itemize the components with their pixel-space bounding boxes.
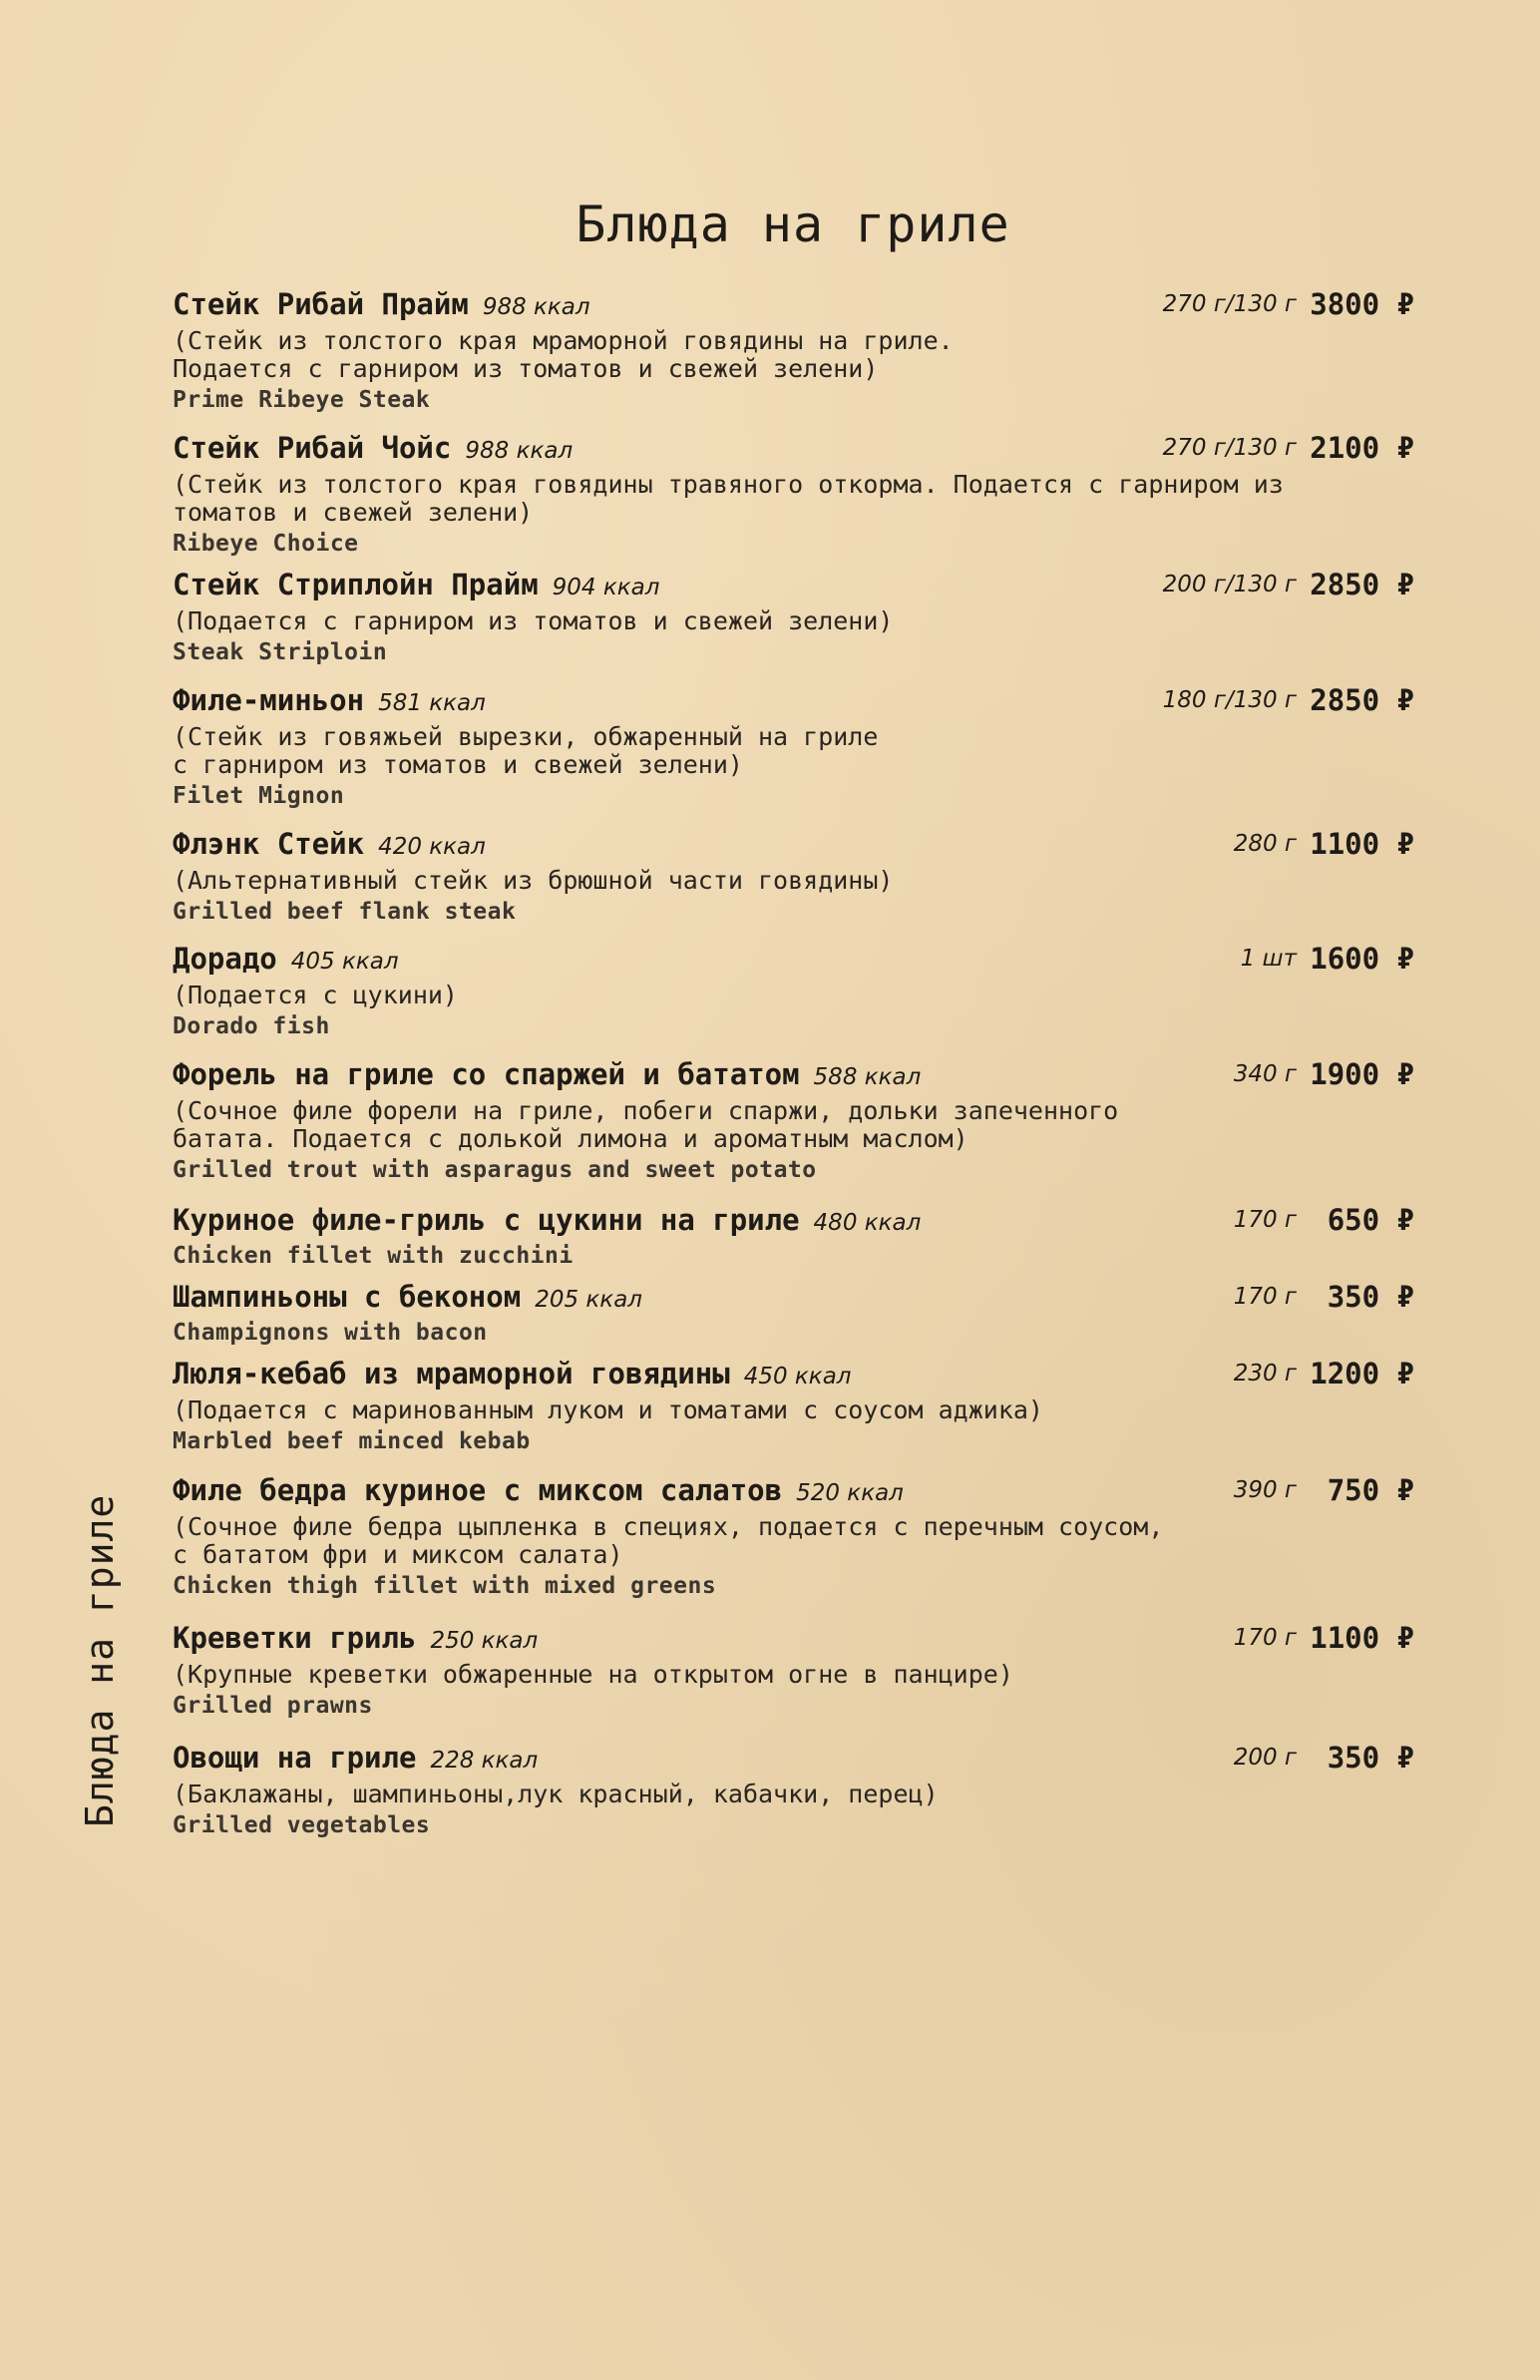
item-english-name: Grilled trout with asparagus and sweet potato [173,1157,817,1183]
item-name-wrap [173,1473,904,1507]
item-weight: 280 г [1233,831,1297,857]
menu-item [173,1057,1414,1183]
item-name: Стейк Рибай Прайм [173,287,469,321]
item-description: (Стейк из говяжьей вырезки, обжаренный на гриле с гарниром из томатов и свежей зелени) [173,722,879,779]
item-kcal: 205 ккал [535,1287,642,1313]
menu-item [173,1621,1414,1719]
item-kcal: 988 ккал [465,438,574,464]
item-price: 350 ₽ [1327,1280,1414,1314]
item-weight: 180 г/130 г [1162,687,1297,713]
item-english-name: Steak Striploin [173,639,388,665]
item-weight: 1 шт [1240,946,1297,972]
item-weight: 230 г [1233,1361,1297,1387]
item-name: Шампиньоны с беконом [173,1280,522,1314]
item-description: (Баклажаны, шампиньоны,лук красный, кабачки, перец) [173,1780,939,1808]
item-name: Люля-кебаб из мраморной говядины [173,1357,730,1390]
item-kcal: 420 ккал [378,834,486,860]
item-weight: 340 г [1233,1061,1297,1087]
item-english-name: Ribeye Choice [173,531,359,557]
item-kcal: 228 ккал [430,1748,539,1774]
item-price: 650 ₽ [1327,1203,1414,1237]
menu-item [173,1280,1414,1346]
item-price: 2100 ₽ [1310,431,1414,465]
item-description: (Сочное филе бедра цыпленка в специях, подается с перечным соусом, с бататом фри и миксом салата) [173,1512,1164,1569]
item-english-name: Marbled beef minced kebab [173,1428,531,1454]
item-english-name: Chicken fillet with zucchini [173,1243,574,1269]
item-price: 1600 ₽ [1310,942,1414,976]
item-price: 1200 ₽ [1310,1357,1414,1390]
item-name: Стейк Рибай Чойс [173,431,452,465]
item-name-wrap [173,827,486,861]
item-name-wrap [173,683,486,717]
item-description: (Подается с маринованным луком и томатами с соусом аджика) [173,1395,1043,1424]
item-english-name: Filet Mignon [173,783,345,809]
item-name-wrap [173,942,399,976]
item-description: (Крупные креветки обжаренные на открытом огне в панцире) [173,1660,1013,1689]
side-title: Блюда на гриле [78,1493,122,1827]
item-description: (Подается с цукини) [173,981,458,1009]
item-name-wrap [173,1280,642,1314]
item-name-wrap [173,568,659,601]
page-title: Блюда на гриле [576,196,1010,253]
item-kcal: 904 ккал [552,575,660,600]
item-name-wrap [173,1357,852,1390]
menu-item [173,942,1414,1039]
item-name: Креветки гриль [173,1621,417,1655]
menu-item [173,568,1414,665]
item-name: Дорадо [173,942,277,976]
item-kcal: 581 ккал [378,690,486,716]
item-name-wrap [173,431,573,465]
item-english-name: Dorado fish [173,1013,330,1039]
item-price: 3800 ₽ [1310,287,1414,321]
item-name: Овощи на гриле [173,1741,417,1775]
item-weight: 200 г/130 г [1162,572,1297,597]
menu-item [173,827,1414,925]
item-name-wrap [173,1057,921,1091]
item-english-name: Grilled prawns [173,1693,373,1719]
item-kcal: 405 ккал [290,949,399,975]
menu-item [173,683,1414,809]
menu-item [173,1203,1414,1269]
item-price: 2850 ₽ [1310,568,1414,601]
item-description: (Сочное филе форели на гриле, побеги спаржи, дольки запеченного батата. Подается с долькой лимона и ароматным маслом) [173,1096,1119,1153]
item-kcal: 250 ккал [430,1628,539,1654]
item-weight: 270 г/130 г [1162,435,1297,461]
menu-item [173,1741,1414,1838]
item-description: (Альтернативный стейк из брюшной части говядины) [173,866,894,895]
item-name: Стейк Стриплойн Прайм [173,568,539,601]
item-name: Куриное филе-гриль с цукини на гриле [173,1203,800,1237]
item-kcal: 450 ккал [743,1364,852,1389]
item-name-wrap [173,1741,538,1775]
item-kcal: 480 ккал [813,1210,922,1236]
item-name-wrap [173,287,590,321]
item-description: (Стейк из толстого края говядины травяного откорма. Подается с гарниром из томатов и свежей зелени) [173,470,1284,527]
item-english-name: Prime Ribeye Steak [173,387,431,413]
item-name: Форель на гриле со спаржей и бататом [173,1057,800,1091]
item-kcal: 588 ккал [813,1064,922,1090]
item-price: 350 ₽ [1327,1741,1414,1775]
item-weight: 270 г/130 г [1162,291,1297,317]
item-name-wrap [173,1203,921,1237]
item-price: 750 ₽ [1327,1473,1414,1507]
menu-item [173,287,1414,413]
item-english-name: Champignons with bacon [173,1320,488,1346]
item-kcal: 988 ккал [482,294,590,320]
item-weight: 390 г [1233,1477,1297,1503]
menu-item [173,431,1414,557]
item-english-name: Grilled beef flank steak [173,899,517,925]
item-name: Филе-миньон [173,683,365,717]
item-price: 2850 ₽ [1310,683,1414,717]
item-weight: 170 г [1233,1625,1297,1651]
item-name-wrap [173,1621,538,1655]
item-description: (Подается с гарниром из томатов и свежей зелени) [173,606,894,635]
item-price: 1900 ₽ [1310,1057,1414,1091]
item-name: Филе бедра куриное с миксом салатов [173,1473,783,1507]
menu-item [173,1473,1414,1599]
item-english-name: Chicken thigh fillet with mixed greens [173,1573,717,1599]
item-weight: 200 г [1233,1745,1297,1771]
item-kcal: 520 ккал [796,1480,904,1506]
item-price: 1100 ₽ [1310,1621,1414,1655]
item-weight: 170 г [1233,1284,1297,1310]
item-weight: 170 г [1233,1207,1297,1233]
menu-item [173,1357,1414,1454]
item-description: (Стейк из толстого края мраморной говядины на гриле. Подается с гарниром из томатов и свежей зелени) [173,326,954,383]
item-english-name: Grilled vegetables [173,1812,431,1838]
item-price: 1100 ₽ [1310,827,1414,861]
item-name: Флэнк Стейк [173,827,365,861]
